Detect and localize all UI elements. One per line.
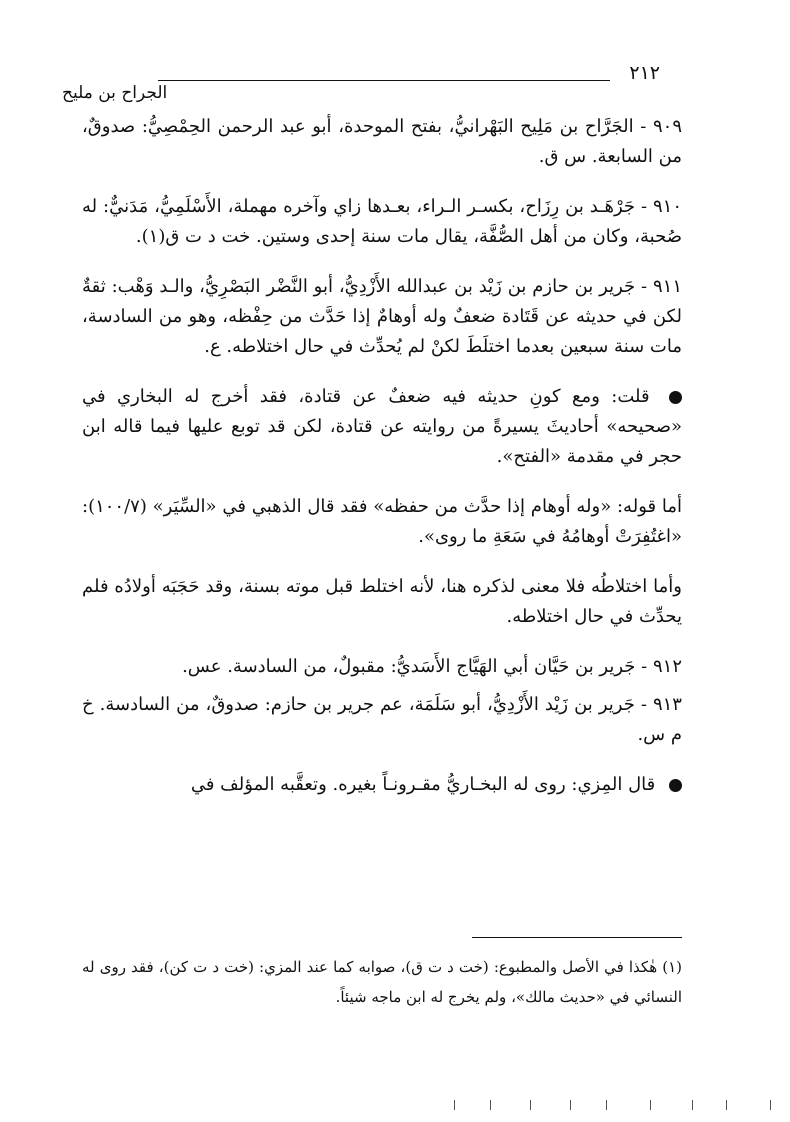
- comment-paragraph: [82, 492, 682, 552]
- bullet-icon: [669, 391, 682, 404]
- running-title: الجراح بن مليح: [62, 83, 168, 103]
- comment-text: قلت: ومع كونِ حديثه فيه ضعفٌ عن قتادة، فقد أخرج له البخاري في «صحيحه» أحاديثَ يسيرةً من روايته عن قتادة، لكن قد توبع عليها فيما قاله ابن حجر في مقدمة «الفتح».: [82, 386, 682, 467]
- entry-909: [82, 112, 682, 172]
- comment-text: وأما اختلاطُه فلا معنى لذكره هنا، لأنه اختلط قبل موته بسنة، وقد حَجَبَه أولادُه فلم يحدِّث في حال اختلاطه.: [82, 576, 682, 627]
- entry-number: ٩١١ -: [641, 276, 682, 297]
- comment-paragraph: [82, 572, 682, 632]
- entry-number: ٩١٠ -: [640, 196, 682, 217]
- entry-913: [82, 690, 682, 750]
- page-number: ٢١٢: [629, 62, 660, 84]
- comment-text: قال المِزي: روى له البخـاريُّ مقـرونـاً بغيره. وتعقَّبه المؤلف في: [190, 774, 656, 795]
- comment-text: أما قوله: «وله أوهام إذا حدَّث من حفظه» فقد قال الذهبي في «السِّيَر» (١٠٠/٧): «اغتُفِرَتْ أوهامُهُ في سَعَةِ ما روى».: [82, 496, 682, 547]
- scan-tick: [490, 1100, 491, 1110]
- page-header: [62, 62, 660, 104]
- footnote-rule: [472, 937, 682, 938]
- entry-number: ٩٠٩ -: [640, 116, 682, 137]
- entry-text: جَرير بن حَيَّان أبي الهَيَّاج الأَسَديُّ: مقبولٌ، من السادسة. عس.: [182, 656, 636, 677]
- footnote: (١) هٰكذا في الأصل والمطبوع: (خت د ت ق)، صوابه كما عند المزي: (خت د ت كن)، فقد روى له النسائي في «حديث مالك»، ولم يخرج له ابن ماجه شيئاً.: [82, 958, 682, 1006]
- scan-tick: [692, 1100, 693, 1110]
- entry-number: ٩١٢ -: [641, 656, 682, 677]
- scan-tick: [726, 1100, 727, 1110]
- entry-number: ٩١٣ -: [640, 694, 682, 715]
- scan-tick: [606, 1100, 607, 1110]
- entry-text: الجَرَّاح بن مَلِيح البَهْرانيُّ، بفتح الموحدة، أبو عبد الرحمن الحِمْصِيُّ: صدوقٌ، من السابعة. س ق.: [82, 116, 682, 167]
- entry-text: جَرير بن زَيْد الأَزْدِيُّ، أبو سَلَمَة، عم جرير بن حازم: صدوقٌ، من السادسة. خ م س.: [82, 694, 682, 745]
- comment-paragraph: [82, 770, 682, 800]
- entry-912: [82, 652, 682, 682]
- entry-910: [82, 192, 682, 252]
- scan-tick: [770, 1100, 771, 1110]
- scan-tick: [454, 1100, 455, 1110]
- scan-tick: [650, 1100, 651, 1110]
- scan-tick: [530, 1100, 531, 1110]
- comment-paragraph: [82, 382, 682, 472]
- entry-text: جَرير بن حازم بن زَيْد بن عبدالله الأَزْدِيُّ، أبو النَّضْر البَصْرِيُّ، والـد وَهْب: ثقةٌ لكن في حديثه عن قَتَادة ضعفٌ وله أوهامٌ إذا حَدَّث من حِفْظه، وهو من السادسة، مات سنة سبعين بعدما اختلَطَ لكنْ لم يُحدِّث في حال اختلاطه. ع.: [82, 276, 682, 357]
- entry-911: [82, 272, 682, 362]
- scan-edge-marks: [420, 1100, 780, 1112]
- main-text: [82, 112, 682, 820]
- scan-tick: [570, 1100, 571, 1110]
- header-rule: [158, 80, 610, 81]
- bullet-icon: [669, 779, 682, 792]
- entry-text: جَرْهَـد بن رِزَاح، بكسـر الـراء، بعـدها زاي وآخره مهملة، الأَسْلَمِيُّ، مَدَنيٌّ: له صُحبة، وكان من أهل الصُّفَّة، يقال مات سنة إحدى وستين. خت د ت ق(١).: [82, 196, 682, 247]
